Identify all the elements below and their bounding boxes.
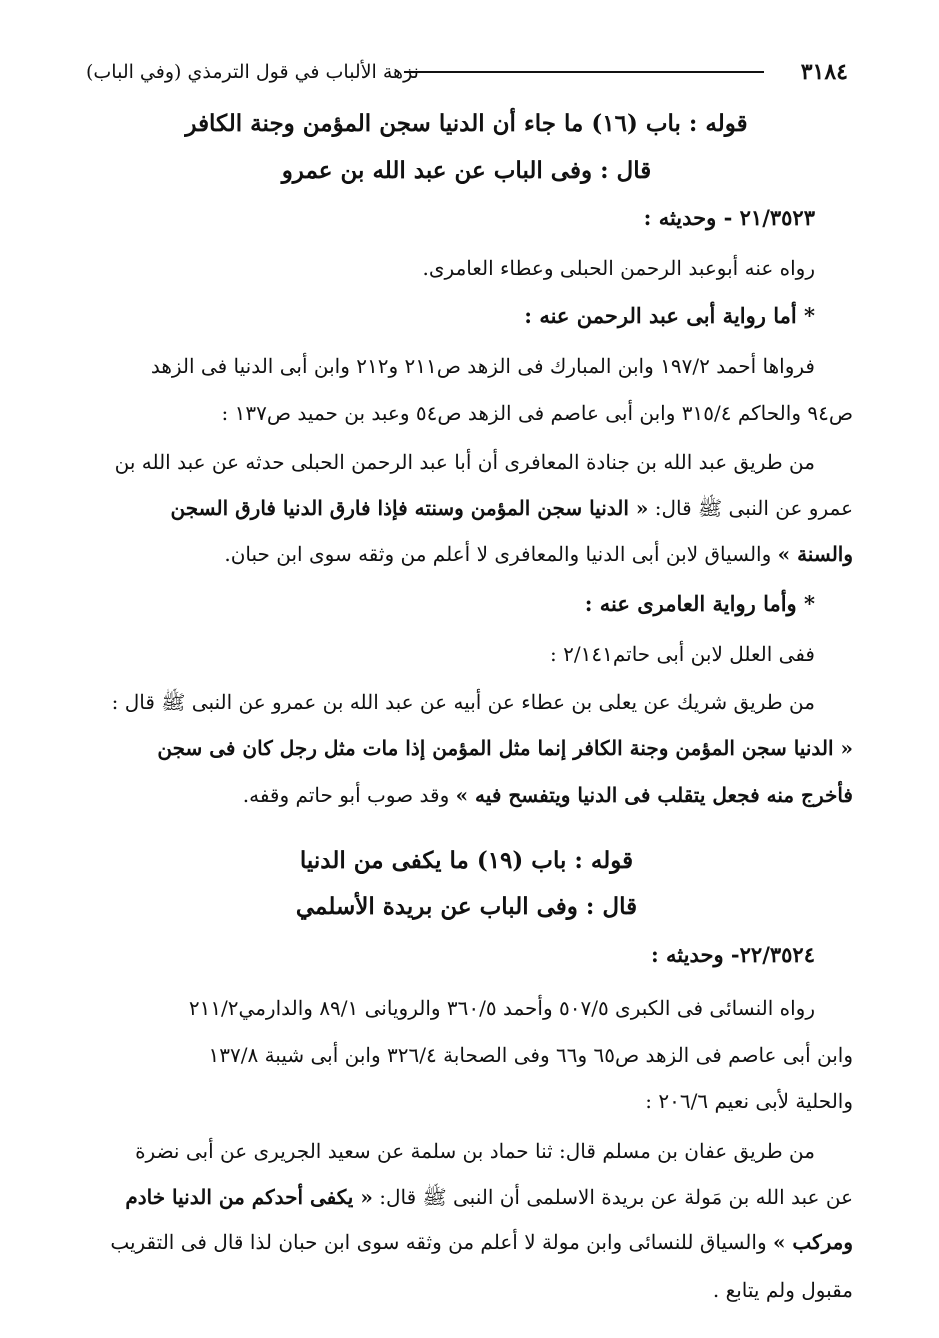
section-2-paragraph-2-line-3	[80, 1224, 853, 1260]
section-2-paragraph-2-line-3-text: والسياق للنسائى وابن مولة لا أعلم من وثقه سوى ابن حبان لذا قال فى التقريب	[110, 1230, 773, 1254]
section-2-title: قوله : باب (١٩) ما يكفى من الدنيا	[299, 847, 634, 874]
paragraph-2-line-2	[80, 490, 853, 526]
hadith-text-1a: « الدنيا سجن المؤمن وسنته فإذا فارق الدنيا فارق السجن	[170, 496, 649, 520]
hadith-text-2: فأخرج منه فجعل يتقلب فى الدنيا ويتفسح فيه »	[455, 783, 853, 807]
paragraph-3: ففى العلل لابن أبى حاتم٢/١٤١ :	[550, 642, 815, 666]
section-2-paragraph-2-line-2-text: عن عبد الله بن مَولة عن بريدة الاسلمى أن النبى ﷺ قال:	[372, 1185, 853, 1209]
page-number: ٣١٨٤	[800, 59, 848, 85]
section-2-paragraph-2-line-2	[80, 1179, 853, 1215]
section-1-title: قوله : باب (١٦) ما جاء أن الدنيا سجن المؤمن وجنة الكافر	[185, 110, 748, 137]
section-1-subtitle: قال : وفى الباب عن عبد الله بن عمرو	[281, 157, 652, 184]
section-2-paragraph-1-line-3: والحلية لأبى نعيم ٢٠٦/٦ :	[645, 1089, 853, 1113]
hadith-number-2: ٢٢/٣٥٢٤- وحديثه :	[650, 942, 815, 967]
paragraph-1-line-1: فرواها أحمد ١٩٧/٢ وابن المبارك فى الزهد ص٢١١ و٢١٢ وابن أبى الدنيا فى الزهد	[150, 354, 815, 378]
hadith-text-1b: والسنة »	[777, 542, 853, 566]
section-2-subtitle: قال : وفى الباب عن بريدة الأسلمي	[295, 893, 638, 920]
paragraph-2-line-1: من طريق عبد الله بن جنادة المعافرى أن أبا عبد الرحمن الحبلى حدثه عن عبد الله بن	[114, 450, 815, 474]
narrators-line: رواه عنه أبوعبد الرحمن الحبلى وعطاء العامرى.	[422, 256, 815, 280]
paragraph-2-line-2-text: عمرو عن النبى ﷺ قال:	[648, 496, 853, 520]
section-2-paragraph-2-line-4: مقبول ولم يتابع .	[712, 1278, 853, 1302]
section-2-paragraph-2-line-1: من طريق عفان بن مسلم قال: ثنا حماد بن سلمة عن سعيد الجريرى عن أبى نضرة	[135, 1139, 815, 1163]
paragraph-2-line-3	[80, 536, 853, 572]
running-title: نزهة الألباب في قول الترمذي (وفي الباب)	[86, 61, 419, 83]
paragraph-4-line-1: من طريق شريك عن يعلى بن عطاء عن أبيه عن عبد الله بن عمرو عن النبى ﷺ قال :	[111, 690, 815, 714]
sub-heading-amiri: * وأما رواية العامرى عنه :	[584, 591, 815, 616]
hadith-number-1: ٢١/٣٥٢٣ - وحديثه :	[643, 205, 815, 230]
header-rule	[404, 71, 764, 73]
paragraph-2-line-3-text: والسياق لابن أبى الدنيا والمعافرى لا أعلم من وثقه سوى ابن حبان.	[224, 542, 778, 566]
paragraph-1-line-2: ص٩٤ والحاكم ٣١٥/٤ وابن أبى عاصم فى الزهد ص٥٤ وعبد بن حميد ص١٣٧ :	[221, 401, 853, 425]
paragraph-4-line-3-text: وقد صوب أبو حاتم وقفه.	[242, 783, 456, 807]
page-header	[86, 56, 848, 92]
section-2-paragraph-1-line-1: رواه النسائى فى الكبرى ٥٠٧/٥ وأحمد ٣٦٠/٥ والرويانى ٨٩/١ والدارمي٢١١/٢	[188, 996, 815, 1020]
hadith-text-3a: « يكفى أحدكم من الدنيا خادم	[125, 1185, 373, 1209]
paragraph-4-line-2: « الدنيا سجن المؤمن وجنة الكافر إنما مثل المؤمن إذا مات مثل رجل كان فى سجن	[157, 736, 853, 760]
hadith-text-3b: ومركب »	[772, 1230, 853, 1254]
section-2-paragraph-1-line-2: وابن أبى عاصم فى الزهد ص٦٥ و٦٦ وفى الصحابة ٣٢٦/٤ وابن أبى شيبة ١٣٧/٨	[208, 1043, 853, 1067]
paragraph-4-line-3	[80, 777, 853, 813]
sub-heading-abu-abdulrahman: * أما رواية أبى عبد الرحمن عنه :	[524, 303, 815, 328]
